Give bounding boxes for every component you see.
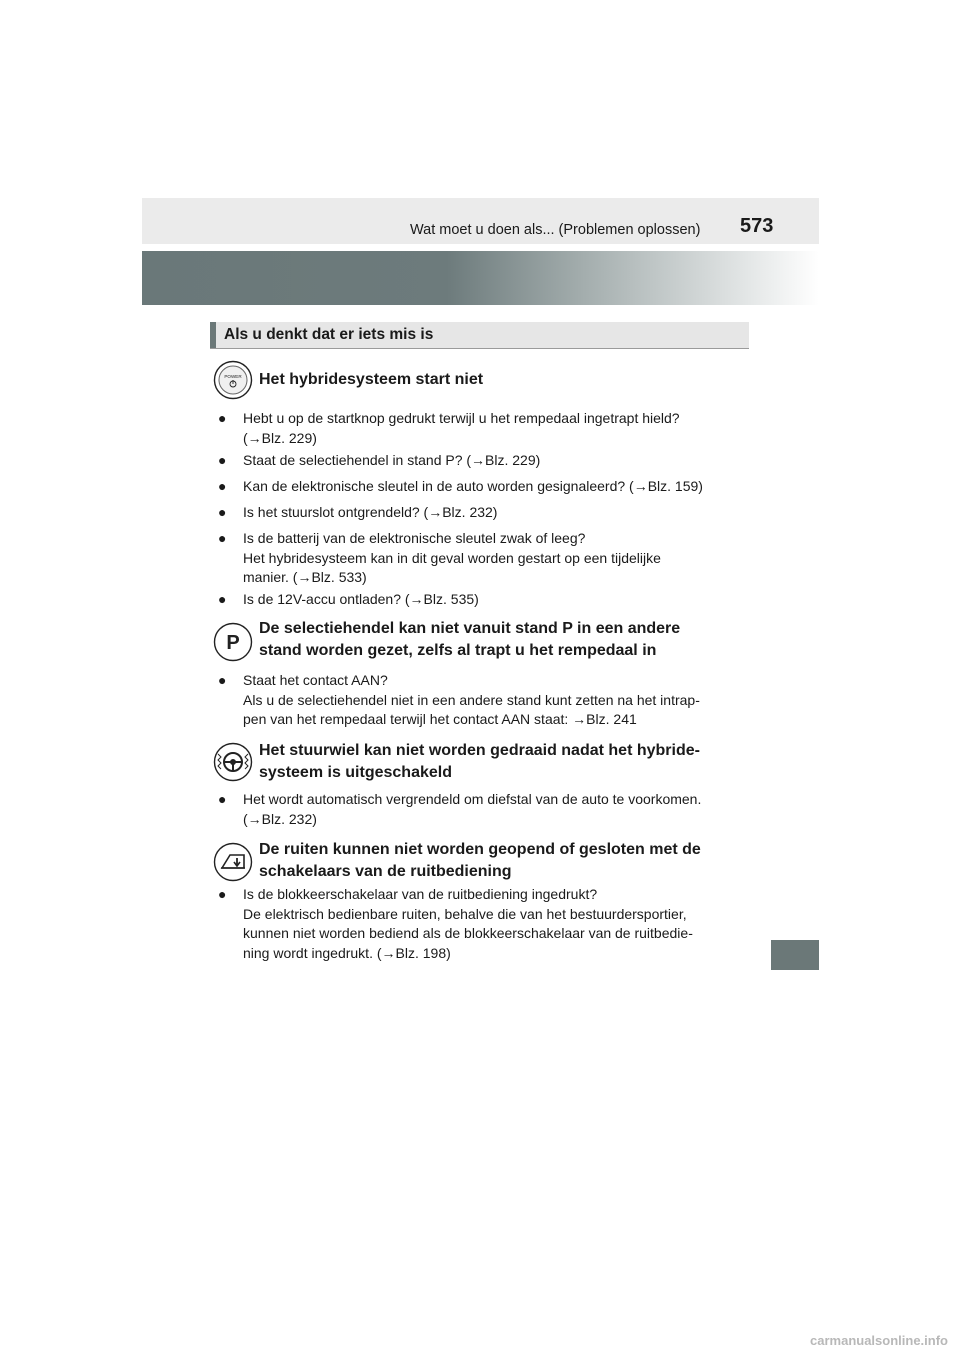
bullet-dot: ●: [218, 504, 227, 520]
bullet-text: Hebt u op de startknop gedrukt terwijl u het rempedaal ingetrapt hield?: [243, 410, 680, 426]
heading-line: De selectiehendel kan niet vanuit stand P in een andere: [259, 620, 681, 637]
page-number: 573: [740, 215, 774, 237]
heading-line: systeem is uitgeschakeld: [259, 764, 452, 781]
section-header: [210, 322, 749, 349]
bullet-text: Is de 12V-accu ontladen? (→Blz. 535): [243, 591, 479, 607]
bullet-text: pen van het rempedaal terwijl het contact AAN staat: →Blz. 241: [243, 711, 637, 727]
bullet-text: ning wordt ingedrukt. (→Blz. 198): [243, 944, 451, 961]
bullet-dot: ●: [218, 452, 227, 468]
bullet-text: Het hybridesysteem kan in dit geval worden gestart op een tijdelijke: [243, 549, 661, 566]
topic-heading: [259, 740, 745, 784]
bullet-dot: ●: [218, 886, 227, 902]
power-label: POWER: [224, 374, 242, 379]
bullet-dot: ●: [218, 530, 227, 546]
bullet-text: (→Blz. 232): [243, 810, 317, 827]
header-title: Wat moet u doen als... (Problemen oplossen): [410, 222, 701, 238]
section-title: Als u denkt dat er iets mis is: [224, 326, 434, 343]
power-window-icon: [213, 842, 253, 882]
bullet-dot: ●: [218, 478, 227, 494]
power-button-icon: [213, 360, 253, 400]
heading-line: stand worden gezet, zelfs al trapt u het rempedaal in: [259, 642, 657, 659]
heading-line: schakelaars van de ruitbediening: [259, 863, 512, 880]
topic-heading: Het hybridesysteem start niet: [259, 371, 484, 388]
bullet-text: Is het stuurslot ontgrendeld? (→Blz. 232): [243, 504, 498, 520]
bullet-text: Het wordt automatisch vergrendeld om diefstal van de auto te voorkomen.: [243, 791, 702, 807]
bullet-text: kunnen niet worden bediend als de blokkeerschakelaar van de ruitbedie-: [243, 925, 693, 941]
chapter-banner: [142, 251, 819, 305]
bullet-text: Is de blokkeerschakelaar van de ruitbediening ingedrukt?: [243, 886, 598, 902]
bullet-dot: ●: [218, 410, 227, 426]
bullet-dot: ●: [218, 591, 227, 607]
bullet-text: De elektrisch bedienbare ruiten, behalve die van het bestuurdersportier,: [243, 905, 687, 922]
heading-line: De ruiten kunnen niet worden geopend of gesloten met de: [259, 841, 701, 858]
p-label: P: [226, 632, 240, 654]
bullet-text: Staat de selectiehendel in stand P? (→Blz. 229): [243, 452, 541, 468]
bullet-text: Is de batterij van de elektronische sleutel zwak of leeg?: [243, 530, 586, 546]
bullet-text: Kan de elektronische sleutel in de auto worden gesignaleerd? (→Blz. 159): [243, 478, 703, 494]
bullet-dot: ●: [218, 672, 227, 688]
section-accent: [210, 322, 216, 348]
bullet-text: Als u de selectiehendel niet in een andere stand kunt zetten na het intrap-: [243, 691, 700, 708]
bullet-text: Staat het contact AAN?: [243, 672, 388, 688]
heading-line: Het stuurwiel kan niet worden gedraaid nadat het hybride-: [259, 742, 700, 759]
bullet-text: (→Blz. 229): [243, 429, 317, 446]
topic-heading: [259, 839, 745, 883]
topic-heading: [259, 618, 745, 662]
p-button-icon: [213, 622, 253, 662]
chapter-side-tab: [771, 940, 819, 970]
bullet-dot: ●: [218, 791, 227, 807]
steering-lock-icon: [213, 742, 253, 782]
watermark[interactable]: carmanualsonline.info: [810, 1333, 948, 1348]
bullet-text: manier. (→Blz. 533): [243, 569, 367, 585]
